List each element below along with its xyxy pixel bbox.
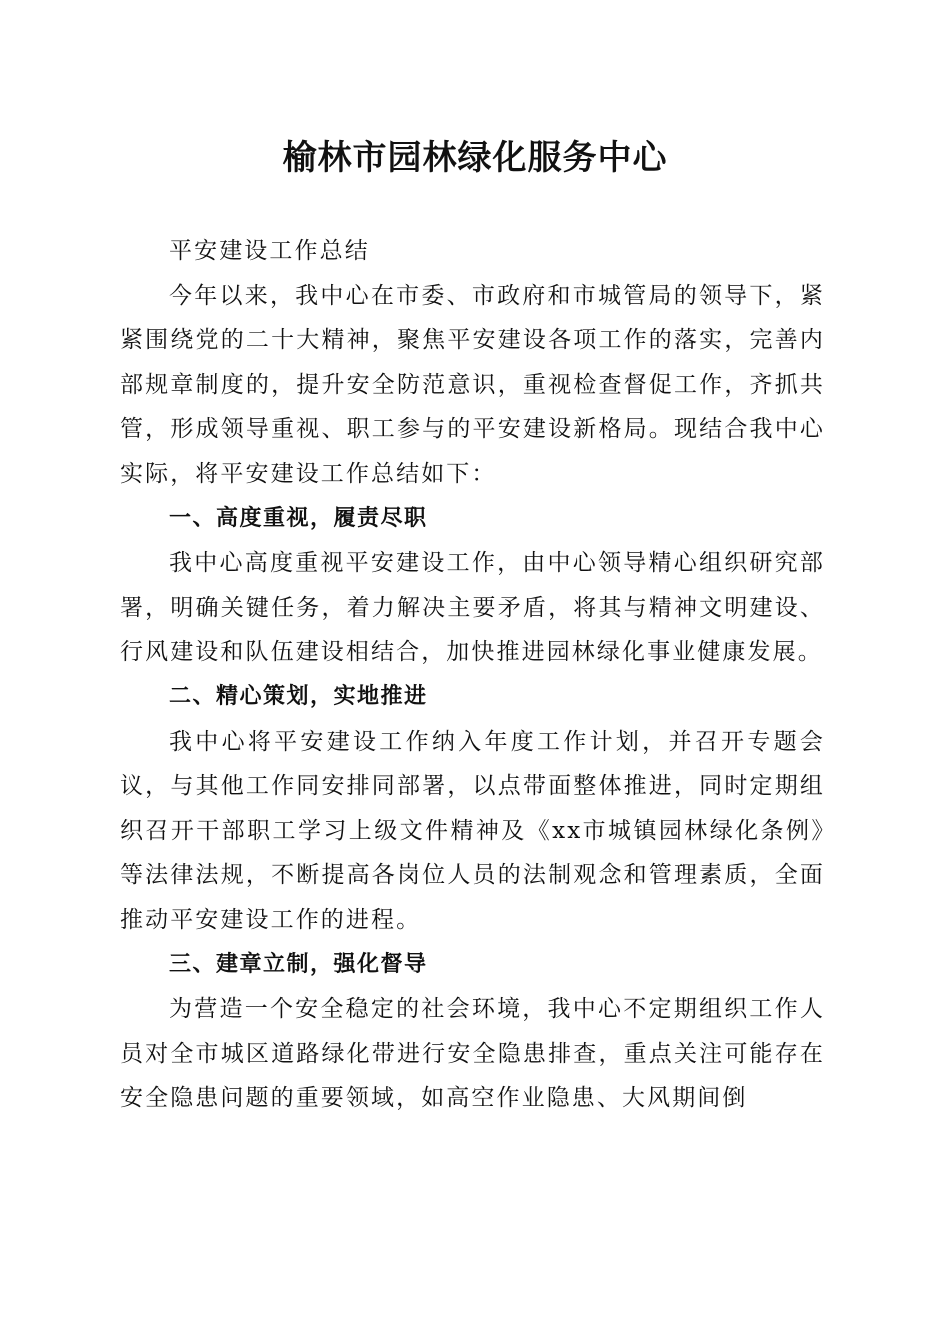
section-heading-2: 二、精心策划，实地推进: [169, 683, 428, 709]
section-body-2: 我中心将平安建设工作纳入年度工作计划，并召开专题会议，与其他工作同安排同部署，以点带面整体推进，同时定期组织召开干部职工学习上级文件精神及《xx市城镇园林绿化条例》等法律法规，不断提高各岗位人员的法制观念和管理素质，全面推动平安建设工作的进程。: [120, 728, 825, 933]
document-subtitle: 平安建设工作总结: [169, 238, 370, 264]
section-heading-3: 三、建章立制，强化督导: [169, 951, 428, 977]
section-heading-1: 一、高度重视，履责尽职: [169, 505, 428, 531]
section-body-1: 我中心高度重视平安建设工作，由中心领导精心组织研究部署，明确关键任务，着力解决主要矛盾，将其与精神文明建设、行风建设和队伍建设相结合，加快推进园林绿化事业健康发展。: [120, 550, 825, 666]
document-title: 榆林市园林绿化服务中心: [282, 138, 668, 178]
intro-paragraph: 今年以来，我中心在市委、市政府和市城管局的领导下，紧紧围绕党的二十大精神，聚焦平安建设各项工作的落实，完善内部规章制度的，提升安全防范意识，重视检查督促工作，齐抓共管，形成领导重视、职工参与的平安建设新格局。现结合我中心实际，将平安建设工作总结如下：: [120, 282, 825, 487]
document-body: [120, 229, 825, 1121]
section-body-3: 为营造一个安全稳定的社会环境，我中心不定期组织工作人员对全市城区道路绿化带进行安全隐患排查，重点关注可能存在安全隐患问题的重要领域，如高空作业隐患、大风期间倒: [120, 996, 825, 1112]
